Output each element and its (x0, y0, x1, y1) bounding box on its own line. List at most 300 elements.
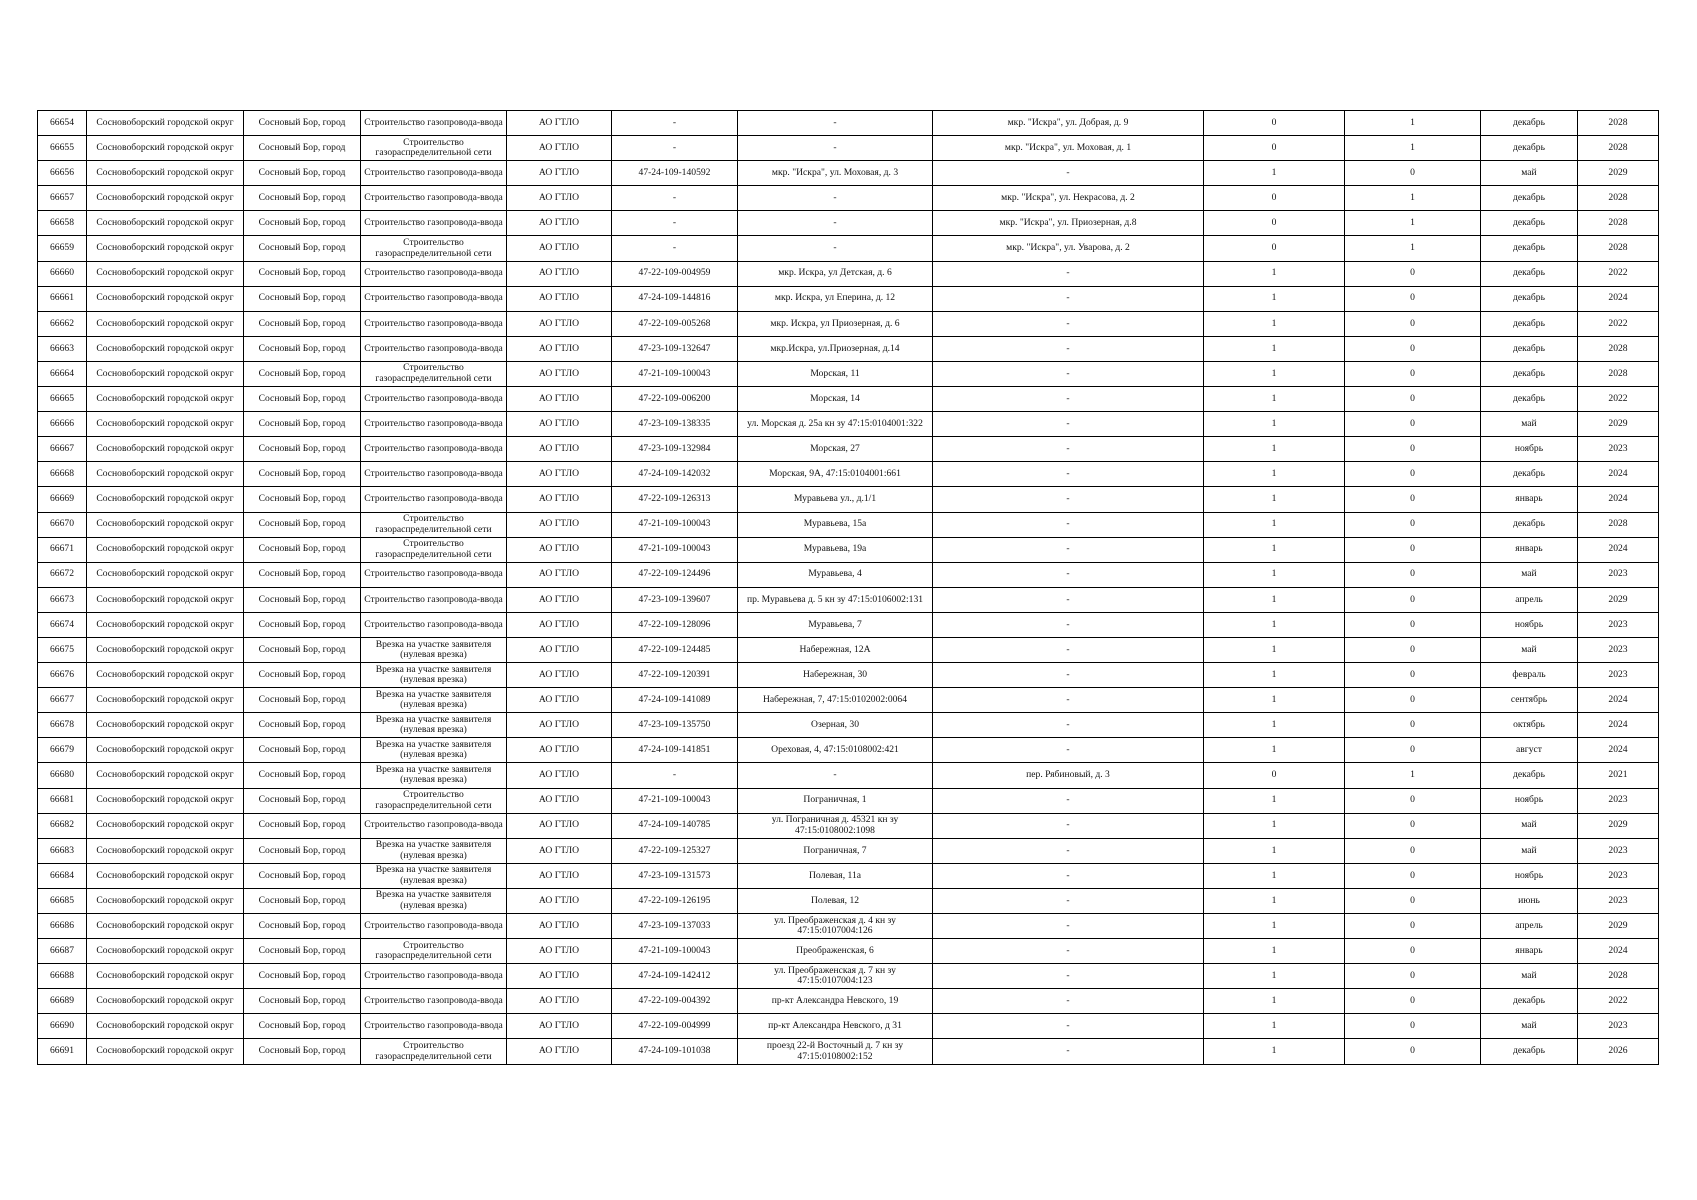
cell-count-without-application: 0 (1345, 1014, 1481, 1039)
cell-district: Сосновоборский городской округ (87, 186, 244, 211)
cell-month: ноябрь (1481, 612, 1578, 637)
cell-organization: АО ГТЛО (507, 813, 612, 838)
cell-count-without-application: 0 (1345, 738, 1481, 763)
cell-organization: АО ГТЛО (507, 838, 612, 863)
cell-month: декабрь (1481, 512, 1578, 537)
cell-settlement: Сосновый Бор, город (244, 336, 361, 361)
cell-work-type: Строительство газопровода-ввода (361, 612, 507, 637)
cell-address-with-number: - (738, 111, 933, 136)
cell-row-number: 66661 (38, 286, 87, 311)
cell-count-with-application: 1 (1204, 663, 1345, 688)
cell-address-with-number: ул. Преображенская д. 4 кн зу 47:15:0107004:126 (738, 914, 933, 939)
table-row (38, 387, 1659, 412)
cell-district: Сосновоборский городской округ (87, 939, 244, 964)
cell-settlement: Сосновый Бор, город (244, 361, 361, 386)
cell-count-with-application: 1 (1204, 914, 1345, 939)
cell-count-without-application: 1 (1345, 236, 1481, 261)
cell-work-type: Строительство газопровода-ввода (361, 111, 507, 136)
cell-district: Сосновоборский городской округ (87, 136, 244, 161)
cell-count-with-application: 1 (1204, 964, 1345, 989)
cell-count-without-application: 1 (1345, 211, 1481, 236)
cell-application-number: 47-21-109-100043 (612, 788, 738, 813)
cell-organization: АО ГТЛО (507, 487, 612, 512)
cell-work-type: Строительство газопровода-ввода (361, 186, 507, 211)
cell-district: Сосновоборский городской округ (87, 863, 244, 888)
cell-month: декабрь (1481, 989, 1578, 1014)
cell-organization: АО ГТЛО (507, 336, 612, 361)
cell-application-number: 47-24-109-141851 (612, 738, 738, 763)
cell-settlement: Сосновый Бор, город (244, 136, 361, 161)
cell-district: Сосновоборский городской округ (87, 286, 244, 311)
cell-count-without-application: 0 (1345, 587, 1481, 612)
cell-application-number: 47-23-109-137033 (612, 914, 738, 939)
cell-year: 2028 (1578, 236, 1659, 261)
cell-work-type: Строительство газораспределительной сети (361, 236, 507, 261)
cell-year: 2028 (1578, 512, 1659, 537)
cell-organization: АО ГТЛО (507, 612, 612, 637)
cell-row-number: 66660 (38, 261, 87, 286)
cell-row-number: 66658 (38, 211, 87, 236)
cell-district: Сосновоборский городской округ (87, 688, 244, 713)
cell-work-type: Врезка на участке заявителя (нулевая врезка) (361, 763, 507, 788)
cell-row-number: 66690 (38, 1014, 87, 1039)
cell-settlement: Сосновый Бор, город (244, 161, 361, 186)
cell-address-without-number: - (933, 412, 1204, 437)
cell-settlement: Сосновый Бор, город (244, 512, 361, 537)
cell-count-without-application: 0 (1345, 688, 1481, 713)
cell-organization: АО ГТЛО (507, 537, 612, 562)
cell-month: декабрь (1481, 286, 1578, 311)
cell-address-with-number: Муравьева, 15а (738, 512, 933, 537)
cell-work-type: Строительство газопровода-ввода (361, 1014, 507, 1039)
cell-application-number: 47-21-109-100043 (612, 537, 738, 562)
cell-count-with-application: 1 (1204, 688, 1345, 713)
cell-row-number: 66689 (38, 989, 87, 1014)
cell-count-without-application: 0 (1345, 788, 1481, 813)
cell-work-type: Строительство газораспределительной сети (361, 361, 507, 386)
cell-application-number: 47-23-109-135750 (612, 713, 738, 738)
gasification-table (37, 110, 1659, 1065)
cell-month: январь (1481, 537, 1578, 562)
cell-address-without-number: - (933, 612, 1204, 637)
cell-address-without-number: - (933, 562, 1204, 587)
table-row (38, 863, 1659, 888)
cell-count-without-application: 0 (1345, 813, 1481, 838)
table-row (38, 989, 1659, 1014)
cell-month: май (1481, 637, 1578, 662)
cell-month: май (1481, 161, 1578, 186)
cell-settlement: Сосновый Бор, город (244, 713, 361, 738)
cell-organization: АО ГТЛО (507, 914, 612, 939)
table-row (38, 336, 1659, 361)
cell-count-with-application: 1 (1204, 1014, 1345, 1039)
cell-count-with-application: 1 (1204, 487, 1345, 512)
cell-address-with-number: Морская, 27 (738, 437, 933, 462)
cell-count-with-application: 0 (1204, 211, 1345, 236)
cell-count-with-application: 1 (1204, 1039, 1345, 1064)
cell-application-number: 47-21-109-100043 (612, 512, 738, 537)
cell-month: декабрь (1481, 186, 1578, 211)
cell-settlement: Сосновый Бор, город (244, 838, 361, 863)
cell-district: Сосновоборский городской округ (87, 637, 244, 662)
cell-count-with-application: 1 (1204, 361, 1345, 386)
cell-year: 2023 (1578, 863, 1659, 888)
cell-district: Сосновоборский городской округ (87, 763, 244, 788)
cell-district: Сосновоборский городской округ (87, 587, 244, 612)
cell-organization: АО ГТЛО (507, 1014, 612, 1039)
cell-organization: АО ГТЛО (507, 989, 612, 1014)
cell-application-number: 47-23-109-132647 (612, 336, 738, 361)
cell-row-number: 66682 (38, 813, 87, 838)
cell-work-type: Строительство газопровода-ввода (361, 813, 507, 838)
cell-address-with-number: Полевая, 12 (738, 888, 933, 913)
cell-address-with-number: Пограничная, 7 (738, 838, 933, 863)
cell-count-without-application: 0 (1345, 914, 1481, 939)
table-row (38, 261, 1659, 286)
cell-work-type: Строительство газопровода-ввода (361, 286, 507, 311)
cell-district: Сосновоборский городской округ (87, 989, 244, 1014)
cell-count-without-application: 0 (1345, 361, 1481, 386)
cell-count-with-application: 0 (1204, 111, 1345, 136)
cell-application-number: 47-23-109-132984 (612, 437, 738, 462)
cell-count-with-application: 1 (1204, 612, 1345, 637)
cell-row-number: 66656 (38, 161, 87, 186)
cell-month: февраль (1481, 663, 1578, 688)
cell-organization: АО ГТЛО (507, 587, 612, 612)
cell-year: 2024 (1578, 738, 1659, 763)
cell-year: 2024 (1578, 939, 1659, 964)
cell-address-with-number: - (738, 186, 933, 211)
cell-application-number: 47-22-109-124485 (612, 637, 738, 662)
cell-application-number: - (612, 763, 738, 788)
cell-year: 2028 (1578, 136, 1659, 161)
cell-address-without-number: - (933, 863, 1204, 888)
cell-address-without-number: - (933, 311, 1204, 336)
cell-year: 2023 (1578, 637, 1659, 662)
cell-work-type: Строительство газопровода-ввода (361, 462, 507, 487)
cell-month: май (1481, 838, 1578, 863)
cell-address-without-number: - (933, 713, 1204, 738)
cell-work-type: Строительство газопровода-ввода (361, 587, 507, 612)
cell-row-number: 66666 (38, 412, 87, 437)
cell-month: декабрь (1481, 136, 1578, 161)
cell-count-with-application: 1 (1204, 713, 1345, 738)
cell-organization: АО ГТЛО (507, 663, 612, 688)
cell-address-without-number: мкр. "Искра", ул. Добрая, д. 9 (933, 111, 1204, 136)
cell-count-without-application: 1 (1345, 111, 1481, 136)
cell-address-without-number: пер. Рябиновый, д. 3 (933, 763, 1204, 788)
cell-count-with-application: 1 (1204, 888, 1345, 913)
cell-count-without-application: 0 (1345, 437, 1481, 462)
table-row (38, 286, 1659, 311)
cell-year: 2023 (1578, 663, 1659, 688)
cell-address-without-number: - (933, 587, 1204, 612)
cell-address-with-number: Муравьева ул., д.1/1 (738, 487, 933, 512)
cell-count-with-application: 1 (1204, 387, 1345, 412)
cell-row-number: 66687 (38, 939, 87, 964)
cell-month: апрель (1481, 914, 1578, 939)
cell-month: декабрь (1481, 462, 1578, 487)
cell-row-number: 66681 (38, 788, 87, 813)
cell-address-without-number: - (933, 361, 1204, 386)
cell-settlement: Сосновый Бор, город (244, 537, 361, 562)
cell-application-number: 47-23-109-131573 (612, 863, 738, 888)
cell-settlement: Сосновый Бор, город (244, 186, 361, 211)
cell-district: Сосновоборский городской округ (87, 161, 244, 186)
cell-address-with-number: Морская, 9А, 47:15:0104001:661 (738, 462, 933, 487)
cell-year: 2023 (1578, 562, 1659, 587)
cell-work-type: Строительство газопровода-ввода (361, 161, 507, 186)
cell-year: 2023 (1578, 788, 1659, 813)
cell-row-number: 66688 (38, 964, 87, 989)
cell-address-with-number: мкр. "Искра", ул. Моховая, д. 3 (738, 161, 933, 186)
cell-address-with-number: Набережная, 7, 47:15:0102002:0064 (738, 688, 933, 713)
table-row (38, 437, 1659, 462)
cell-district: Сосновоборский городской округ (87, 813, 244, 838)
cell-row-number: 66676 (38, 663, 87, 688)
cell-count-with-application: 1 (1204, 336, 1345, 361)
cell-year: 2029 (1578, 161, 1659, 186)
cell-count-with-application: 1 (1204, 261, 1345, 286)
cell-year: 2022 (1578, 261, 1659, 286)
cell-address-without-number: - (933, 261, 1204, 286)
cell-year: 2026 (1578, 1039, 1659, 1064)
cell-row-number: 66669 (38, 487, 87, 512)
cell-year: 2024 (1578, 713, 1659, 738)
cell-application-number: 47-24-109-140592 (612, 161, 738, 186)
cell-organization: АО ГТЛО (507, 111, 612, 136)
cell-district: Сосновоборский городской округ (87, 361, 244, 386)
cell-address-with-number: мкр. Искра, ул Приозерная, д. 6 (738, 311, 933, 336)
table-body (38, 111, 1659, 1065)
cell-year: 2023 (1578, 838, 1659, 863)
cell-settlement: Сосновый Бор, город (244, 286, 361, 311)
cell-organization: АО ГТЛО (507, 939, 612, 964)
cell-count-with-application: 1 (1204, 738, 1345, 763)
cell-year: 2023 (1578, 1014, 1659, 1039)
cell-month: апрель (1481, 587, 1578, 612)
cell-application-number: 47-21-109-100043 (612, 939, 738, 964)
cell-row-number: 66657 (38, 186, 87, 211)
table-row (38, 738, 1659, 763)
cell-address-without-number: мкр. "Искра", ул. Моховая, д. 1 (933, 136, 1204, 161)
cell-application-number: - (612, 236, 738, 261)
table-row (38, 713, 1659, 738)
cell-count-with-application: 0 (1204, 186, 1345, 211)
cell-month: декабрь (1481, 336, 1578, 361)
cell-district: Сосновоборский городской округ (87, 512, 244, 537)
table-row (38, 537, 1659, 562)
cell-settlement: Сосновый Бор, город (244, 688, 361, 713)
cell-address-without-number: - (933, 512, 1204, 537)
cell-count-with-application: 1 (1204, 161, 1345, 186)
cell-year: 2024 (1578, 462, 1659, 487)
cell-address-without-number: - (933, 738, 1204, 763)
cell-month: июнь (1481, 888, 1578, 913)
cell-address-without-number: - (933, 336, 1204, 361)
cell-application-number: 47-22-109-005268 (612, 311, 738, 336)
table-row (38, 587, 1659, 612)
table-row (38, 311, 1659, 336)
cell-address-without-number: - (933, 914, 1204, 939)
cell-year: 2029 (1578, 412, 1659, 437)
table-row (38, 939, 1659, 964)
cell-application-number: 47-22-109-126195 (612, 888, 738, 913)
cell-count-without-application: 0 (1345, 863, 1481, 888)
cell-application-number: 47-22-109-004959 (612, 261, 738, 286)
cell-work-type: Строительство газораспределительной сети (361, 1039, 507, 1064)
table-row (38, 637, 1659, 662)
cell-settlement: Сосновый Бор, город (244, 211, 361, 236)
table-row (38, 562, 1659, 587)
table-row (38, 813, 1659, 838)
cell-work-type: Строительство газопровода-ввода (361, 914, 507, 939)
cell-row-number: 66655 (38, 136, 87, 161)
cell-application-number: 47-23-109-139607 (612, 587, 738, 612)
cell-month: декабрь (1481, 261, 1578, 286)
cell-settlement: Сосновый Бор, город (244, 964, 361, 989)
cell-year: 2029 (1578, 587, 1659, 612)
cell-row-number: 66659 (38, 236, 87, 261)
cell-count-with-application: 1 (1204, 437, 1345, 462)
cell-row-number: 66671 (38, 537, 87, 562)
table-row (38, 964, 1659, 989)
cell-row-number: 66691 (38, 1039, 87, 1064)
cell-month: декабрь (1481, 111, 1578, 136)
cell-count-without-application: 0 (1345, 462, 1481, 487)
cell-application-number: - (612, 211, 738, 236)
cell-year: 2029 (1578, 813, 1659, 838)
cell-month: ноябрь (1481, 437, 1578, 462)
cell-district: Сосновоборский городской округ (87, 1039, 244, 1064)
cell-settlement: Сосновый Бор, город (244, 587, 361, 612)
cell-district: Сосновоборский городской округ (87, 437, 244, 462)
cell-count-with-application: 1 (1204, 512, 1345, 537)
cell-count-with-application: 1 (1204, 989, 1345, 1014)
cell-count-without-application: 0 (1345, 612, 1481, 637)
cell-address-without-number: - (933, 939, 1204, 964)
cell-address-without-number: - (933, 462, 1204, 487)
cell-year: 2028 (1578, 186, 1659, 211)
cell-count-without-application: 0 (1345, 387, 1481, 412)
cell-organization: АО ГТЛО (507, 136, 612, 161)
cell-count-with-application: 1 (1204, 863, 1345, 888)
cell-district: Сосновоборский городской округ (87, 612, 244, 637)
cell-application-number: 47-22-109-004999 (612, 1014, 738, 1039)
cell-count-with-application: 0 (1204, 236, 1345, 261)
cell-month: декабрь (1481, 763, 1578, 788)
cell-address-with-number: мкр. Искра, ул Еперина, д. 12 (738, 286, 933, 311)
cell-address-without-number: - (933, 161, 1204, 186)
cell-district: Сосновоборский городской округ (87, 713, 244, 738)
cell-count-with-application: 1 (1204, 537, 1345, 562)
cell-organization: АО ГТЛО (507, 888, 612, 913)
cell-application-number: - (612, 136, 738, 161)
cell-work-type: Строительство газопровода-ввода (361, 387, 507, 412)
cell-organization: АО ГТЛО (507, 788, 612, 813)
cell-address-without-number: - (933, 663, 1204, 688)
cell-address-with-number: - (738, 763, 933, 788)
cell-application-number: 47-21-109-100043 (612, 361, 738, 386)
cell-year: 2022 (1578, 989, 1659, 1014)
cell-district: Сосновоборский городской округ (87, 738, 244, 763)
cell-district: Сосновоборский городской округ (87, 788, 244, 813)
cell-row-number: 66667 (38, 437, 87, 462)
cell-address-with-number: Муравьева, 7 (738, 612, 933, 637)
cell-count-without-application: 0 (1345, 487, 1481, 512)
cell-application-number: 47-24-109-140785 (612, 813, 738, 838)
cell-organization: АО ГТЛО (507, 437, 612, 462)
cell-month: ноябрь (1481, 863, 1578, 888)
cell-district: Сосновоборский городской округ (87, 487, 244, 512)
cell-count-with-application: 1 (1204, 462, 1345, 487)
cell-count-without-application: 0 (1345, 161, 1481, 186)
cell-address-with-number: Полевая, 11а (738, 863, 933, 888)
cell-address-with-number: - (738, 236, 933, 261)
cell-address-with-number: проезд 22-й Восточный д. 7 кн зу 47:15:0108002:152 (738, 1039, 933, 1064)
cell-address-with-number: пр-кт Александра Невского, 19 (738, 989, 933, 1014)
cell-organization: АО ГТЛО (507, 236, 612, 261)
cell-district: Сосновоборский городской округ (87, 236, 244, 261)
cell-count-with-application: 1 (1204, 587, 1345, 612)
document-page (37, 110, 1658, 1065)
cell-district: Сосновоборский городской округ (87, 537, 244, 562)
cell-work-type: Врезка на участке заявителя (нулевая врезка) (361, 888, 507, 913)
cell-count-with-application: 1 (1204, 637, 1345, 662)
cell-month: сентябрь (1481, 688, 1578, 713)
cell-settlement: Сосновый Бор, город (244, 914, 361, 939)
cell-row-number: 66654 (38, 111, 87, 136)
cell-count-without-application: 0 (1345, 663, 1481, 688)
cell-settlement: Сосновый Бор, город (244, 1014, 361, 1039)
cell-address-with-number: Пограничная, 1 (738, 788, 933, 813)
cell-district: Сосновоборский городской округ (87, 964, 244, 989)
table-row (38, 512, 1659, 537)
cell-settlement: Сосновый Бор, город (244, 412, 361, 437)
cell-address-without-number: - (933, 286, 1204, 311)
cell-month: май (1481, 562, 1578, 587)
cell-address-without-number: - (933, 537, 1204, 562)
cell-address-without-number: - (933, 487, 1204, 512)
cell-work-type: Строительство газораспределительной сети (361, 939, 507, 964)
table-row (38, 663, 1659, 688)
cell-work-type: Строительство газопровода-ввода (361, 311, 507, 336)
cell-settlement: Сосновый Бор, город (244, 663, 361, 688)
cell-count-with-application: 1 (1204, 412, 1345, 437)
cell-address-without-number: - (933, 964, 1204, 989)
cell-work-type: Врезка на участке заявителя (нулевая врезка) (361, 738, 507, 763)
cell-district: Сосновоборский городской округ (87, 336, 244, 361)
cell-application-number: 47-22-109-004392 (612, 989, 738, 1014)
cell-count-with-application: 1 (1204, 939, 1345, 964)
cell-month: декабрь (1481, 361, 1578, 386)
cell-count-without-application: 0 (1345, 838, 1481, 863)
cell-count-without-application: 1 (1345, 763, 1481, 788)
cell-settlement: Сосновый Бор, город (244, 989, 361, 1014)
cell-address-with-number: Озерная, 30 (738, 713, 933, 738)
cell-count-with-application: 0 (1204, 763, 1345, 788)
cell-district: Сосновоборский городской округ (87, 663, 244, 688)
cell-settlement: Сосновый Бор, город (244, 462, 361, 487)
cell-application-number: 47-22-109-124496 (612, 562, 738, 587)
cell-address-with-number: Муравьева, 4 (738, 562, 933, 587)
cell-application-number: 47-24-109-141089 (612, 688, 738, 713)
cell-row-number: 66686 (38, 914, 87, 939)
cell-organization: АО ГТЛО (507, 286, 612, 311)
cell-district: Сосновоборский городской округ (87, 914, 244, 939)
cell-count-with-application: 1 (1204, 813, 1345, 838)
cell-year: 2021 (1578, 763, 1659, 788)
